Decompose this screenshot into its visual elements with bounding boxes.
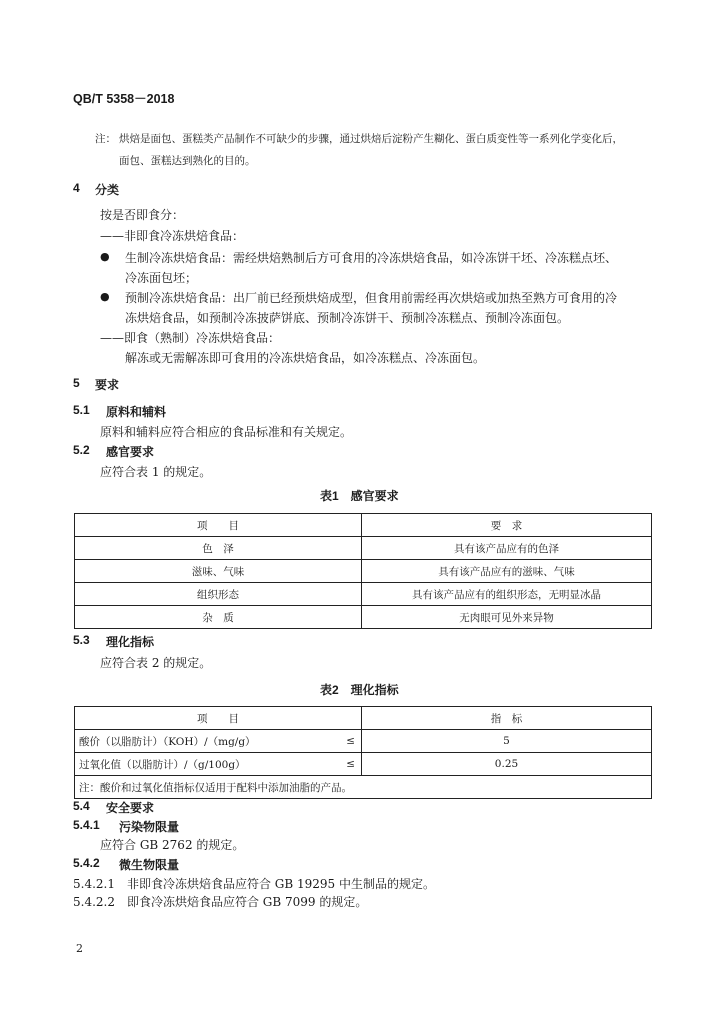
note-label: 注： [95, 133, 116, 145]
table-row [75, 583, 652, 606]
section-5-4-2-2: 5.4.2.2 即食冷冻烘焙食品应符合 GB 7099 的规定。 [73, 895, 368, 909]
table-header-cell: 项 目 [75, 707, 362, 730]
section-5-4-1-text: 应符合 GB 2762 的规定。 [100, 838, 245, 852]
section-5-2-text: 应符合表 1 的规定。 [100, 465, 212, 479]
table-cell-operator: ≤ [332, 730, 361, 753]
section-5-title: 要求 [95, 378, 120, 392]
table-header-row [75, 514, 652, 537]
section-5-number: 5 [73, 376, 80, 390]
bullet-icon: ● [100, 290, 110, 303]
section-4-bullet-2a: 预制冷冻烘焙食品：出厂前已经预烘焙成型，但食用前需经再次烘焙或加热至熟方可食用的冷 [125, 291, 618, 305]
section-4-title: 分类 [95, 183, 120, 197]
section-5-4-title: 安全要求 [106, 801, 155, 815]
table-row [75, 730, 652, 753]
table-row [75, 537, 652, 560]
section-4-item-1: ——非即食冷冻烘焙食品： [100, 229, 245, 243]
section-5-4-1-number: 5.4.1 [73, 818, 100, 832]
table-row [75, 560, 652, 583]
table-cell-operator: ≤ [332, 753, 361, 776]
section-5-3-title: 理化指标 [106, 635, 155, 649]
table-note: 注：酸价和过氧化值指标仅适用于配料中添加油脂的产品。 [75, 776, 652, 799]
page-number: 2 [76, 942, 83, 955]
table-cell: 具有该产品应有的滋味、气味 [362, 560, 652, 583]
section-4-number: 4 [73, 181, 80, 195]
section-4-bullet-1b: 冷冻面包坯； [125, 271, 198, 285]
section-5-4-2-title: 微生物限量 [119, 858, 180, 872]
table-row [75, 606, 652, 629]
section-5-2-number: 5.2 [73, 443, 90, 457]
section-4-item-2-desc: 解冻或无需解冻即可食用的冷冻烘焙食品，如冷冻糕点、冷冻面包。 [125, 351, 486, 365]
section-5-4-2-1: 5.4.2.1 非即食冷冻烘焙食品应符合 GB 19295 中生制品的规定。 [73, 877, 436, 891]
table-row [75, 753, 652, 776]
table-cell: 杂 质 [75, 606, 362, 629]
note-line-1: 烘焙是面包、蛋糕类产品制作不可缺少的步骤，通过烘焙后淀粉产生糊化、蛋白质变性等一系列化学变化后， [119, 133, 623, 145]
section-4-intro: 按是否即食分： [100, 208, 185, 222]
section-5-1-text: 原料和辅料应符合相应的食品标准和有关规定。 [100, 425, 353, 439]
section-5-2-title: 感官要求 [106, 445, 155, 459]
section-4-bullet-2b: 冻烘焙食品，如预制冷冻披萨饼底、预制冷冻饼干、预制冷冻糕点、预制冷冻面包。 [125, 311, 570, 325]
section-5-4-number: 5.4 [73, 799, 90, 813]
table-cell: 具有该产品应有的色泽 [362, 537, 652, 560]
table-cell: 组织形态 [75, 583, 362, 606]
bullet-icon: ● [100, 250, 110, 263]
table-header-row [75, 707, 652, 730]
standard-number: QB/T 5358－2018 [73, 92, 175, 106]
table-header-cell: 要 求 [362, 514, 652, 537]
section-5-4-2-number: 5.4.2 [73, 856, 100, 870]
table-cell: 酸价（以脂肪计）（KOH）/（mg/g） [75, 730, 333, 753]
section-5-3-text: 应符合表 2 的规定。 [100, 656, 212, 670]
table-cell: 色 泽 [75, 537, 362, 560]
table-note-row [75, 776, 652, 799]
table-cell: 具有该产品应有的组织形态，无明显冰晶 [362, 583, 652, 606]
table-cell: 0.25 [362, 753, 652, 776]
section-4-item-2: ——即食（熟制）冷冻烘焙食品： [100, 331, 281, 345]
section-5-4-1-title: 污染物限量 [119, 820, 180, 834]
table-cell: 过氧化值（以脂肪计）/（g/100g） [75, 753, 333, 776]
table-cell: 无肉眼可见外来异物 [362, 606, 652, 629]
table-header-cell: 指 标 [362, 707, 652, 730]
table-cell: 5 [362, 730, 652, 753]
table-1-caption: 表1 感官要求 [320, 489, 399, 503]
table-2-caption: 表2 理化指标 [320, 683, 399, 697]
table-2 [74, 706, 652, 799]
table-1 [74, 513, 652, 629]
section-5-1-number: 5.1 [73, 403, 90, 417]
table-header-cell: 项 目 [75, 514, 362, 537]
note-line-2: 面包、蛋糕达到熟化的目的。 [119, 155, 256, 167]
section-5-1-title: 原料和辅料 [106, 405, 167, 419]
section-4-bullet-1a: 生制冷冻烘焙食品：需经烘焙熟制后方可食用的冷冻烘焙食品，如冷冻饼干坯、冷冻糕点坯、 [125, 251, 618, 265]
table-cell: 滋味、气味 [75, 560, 362, 583]
section-5-3-number: 5.3 [73, 633, 90, 647]
